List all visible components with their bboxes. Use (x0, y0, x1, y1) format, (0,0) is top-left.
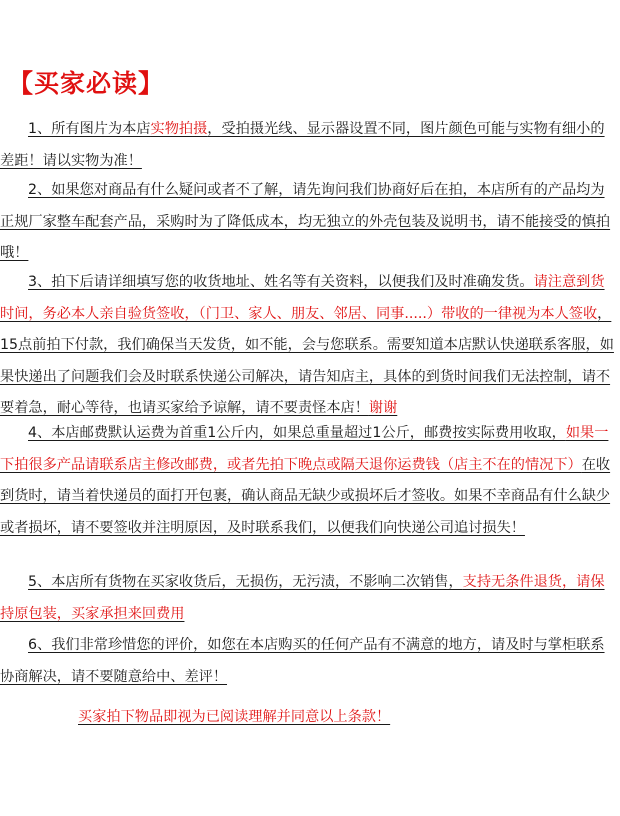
notice-item-4-body (0, 425, 610, 536)
notice-item-2-text: 2、如果您对商品有什么疑问或者不了解，请先询问我们协商好后在拍，本店所有的产品均为正规厂家整车配套产品，采购时为了降低成本，均无独立的外壳包装及说明书，请不能接受的慎拍哦！ (0, 182, 611, 261)
agreement-footer: 买家拍下物品即视为已阅读理解并同意以上条款！ (78, 709, 391, 725)
notice-item-4-highlight: 如果一下拍很多产品请联系店主修改邮费，或者先拍下晚点或隔天退你运费钱（店主不在的情况下） (0, 425, 609, 473)
notice-item-5-body (0, 574, 605, 622)
notice-item-6-body (0, 637, 605, 685)
notice-item-1-body (0, 121, 605, 169)
notice-item-3-rest: ，15点前拍下付款，我们确保当天发货，如不能，会与您联系。需要知道本店默认快递联系客服，如果快递出了问题我们会及时联系快递公司解决，请告知店主，具体的到货时间我们无法控制，请不要着急，耐心等待，也请买家给予谅解，请不要责怪本店！ (0, 305, 614, 416)
notice-item-1-rest: ，受拍摄光线、显示器设置不同，图片颜色可能与实物有细小的差距！请以实物为准！ (0, 121, 605, 169)
notice-item-3 (0, 267, 618, 425)
notice-item-2 (0, 175, 618, 270)
notice-item-3-body (0, 274, 614, 416)
notice-item-1-highlight: 实物拍摄 (150, 121, 208, 137)
notice-item-5-highlight: 支持无条件退货，请保持原包装，买家承担来回费用 (0, 574, 605, 622)
notice-item-5-text: 5、本店所有货物在买家收货后，无损伤，无污渍，不影响二次销售， (28, 574, 463, 590)
notice-item-2-body (0, 182, 610, 261)
notice-item-4 (0, 418, 618, 544)
notice-item-6-text: 6、我们非常珍惜您的评价，如您在本店购买的任何产品有不满意的地方，请及时与掌柜联系协商解决，请不要随意给中、差评！ (0, 637, 605, 685)
notice-item-3-highlight: 请注意到货时间，务必本人亲自验货签收，（门卫、家人、朋友、邻居、同事.....）带收的一律视为本人签收 (0, 274, 605, 322)
notice-item-4-rest: 在收到货时，请当着快递员的面打开包裹，确认商品无缺少或损坏后才签收。如果不幸商品有什么缺少或者损坏，请不要签收并注明原因，及时联系我们，以便我们向快递公司追讨损失！ (0, 456, 611, 536)
notice-item-5 (0, 567, 618, 630)
notice-item-4-text: 4、本店邮费默认运费为首重1公斤内，如果总重量超过1公斤，邮费按实际费用收取， (28, 425, 566, 441)
notice-item-1-text: 1、所有图片为本店 (28, 121, 151, 137)
notice-item-6 (0, 630, 618, 693)
notice-item-3-thanks: 谢谢 (368, 400, 398, 416)
notice-item-1 (0, 114, 618, 177)
notice-item-3-text: 3、拍下后请详细填写您的收货地址、姓名等有关资料，以便我们及时准确发货。 (28, 274, 534, 290)
page-title: 【买家必读】 (8, 69, 165, 98)
